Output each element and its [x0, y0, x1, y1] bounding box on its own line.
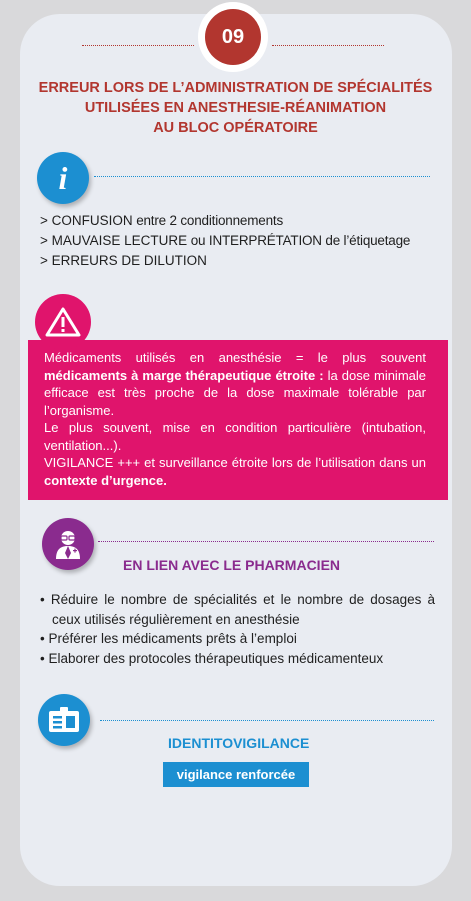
- list-item: • Elaborer des protocoles thérapeutiques médicamenteux: [40, 650, 384, 666]
- warning-paragraph: Le plus souvent, mise en condition particulière (intubation, ventilation...).: [44, 420, 426, 453]
- info-list: [40, 211, 410, 271]
- warning-paragraph: VIGILANCE +++ et surveillance étroite lors de l’utilisation dans un contexte d’urgence.: [44, 455, 426, 488]
- vigilance-badge: vigilance renforcée: [163, 762, 309, 787]
- list-item: > MAUVAISE LECTURE ou INTERPRÉTATION de l’étiquetage: [40, 233, 411, 248]
- id-card-icon: [38, 694, 90, 746]
- info-divider: [94, 176, 430, 177]
- list-item: > ERREURS DE DILUTION: [40, 253, 207, 268]
- warning-text: [44, 349, 426, 489]
- pharmacist-list: [40, 590, 435, 668]
- list-item: > CONFUSION entre 2 conditionnements: [40, 213, 283, 228]
- list-item: • Préférer les médicaments prêts à l’emploi: [40, 631, 297, 646]
- pharmacist-divider: [98, 541, 434, 542]
- pharmacist-title: EN LIEN AVEC LE PHARMACIEN: [123, 557, 341, 573]
- info-icon: i: [37, 152, 89, 204]
- identity-divider: [100, 720, 434, 721]
- warning-triangle-icon: [35, 294, 91, 350]
- number-badge: [198, 2, 268, 72]
- title-line: AU BLOC OPÉRATOIRE: [153, 120, 318, 136]
- page-title: [30, 78, 441, 138]
- warning-paragraph: Médicaments utilisés en anesthésie = le plus souvent médicaments à marge thérapeutique étroite : la dose minimale efficace est très proche de la dose maximale tolérable par l’organisme.: [44, 350, 427, 418]
- title-divider-left: [82, 45, 194, 46]
- title-line: ERREUR LORS DE L’ADMINISTRATION DE SPÉCIALITÉS: [38, 80, 433, 96]
- number-label: 09: [205, 9, 261, 65]
- list-item: • Réduire le nombre de spécialités et le nombre de dosages à ceux utilisés régulièrement en anesthésie: [40, 592, 435, 627]
- identity-title: IDENTITOVIGILANCE: [168, 735, 310, 751]
- title-divider-right: [272, 45, 384, 46]
- title-line: UTILISÉES EN ANESTHESIE-RÉANIMATION: [84, 100, 387, 116]
- pharmacist-icon: [42, 518, 94, 570]
